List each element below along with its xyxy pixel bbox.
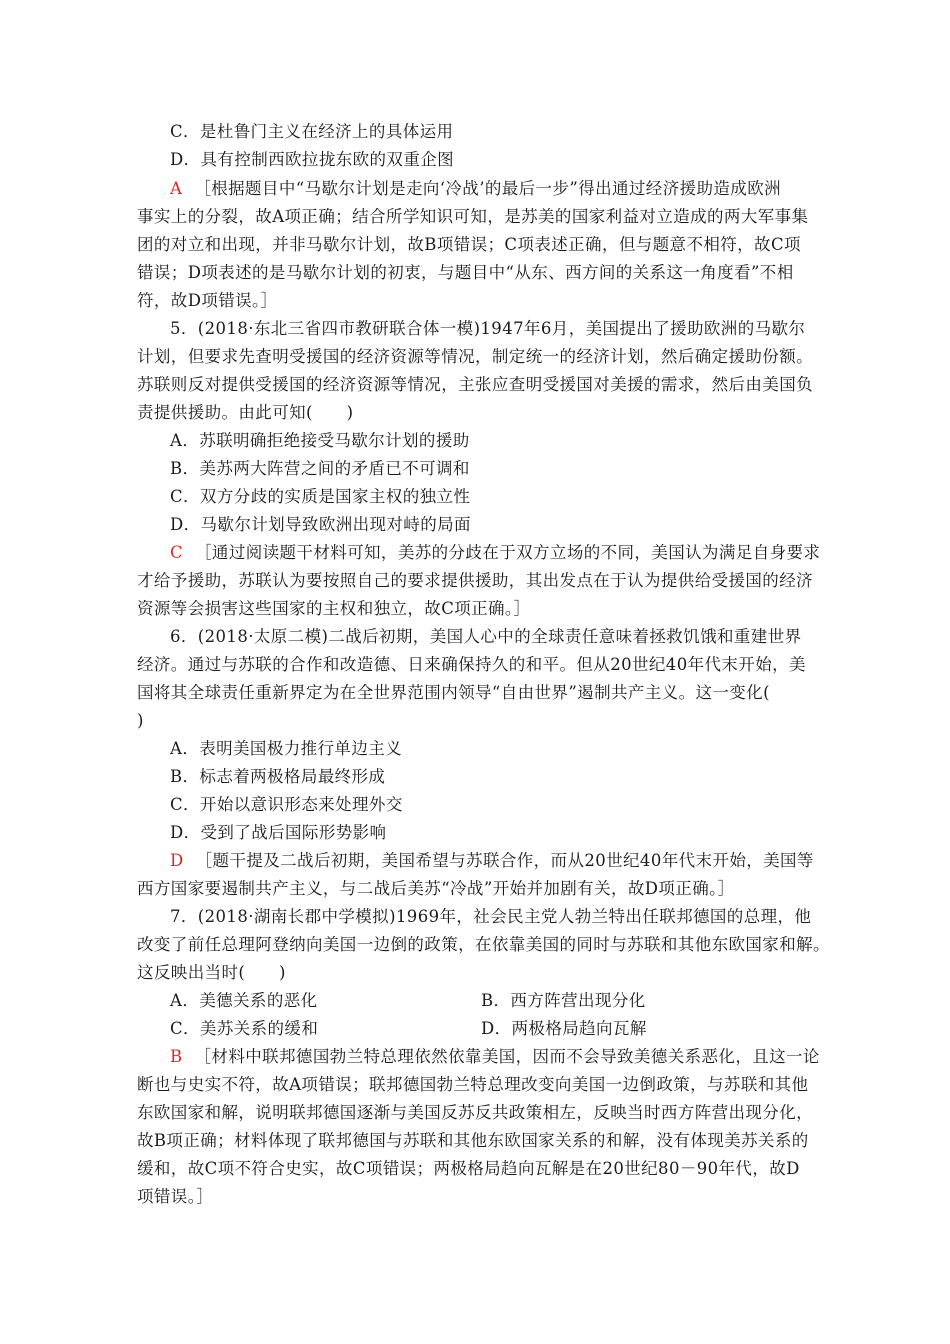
q5-option-a: A．苏联明确拒绝接受马歇尔计划的援助 xyxy=(170,431,470,450)
q6-explanation-line: 西方国家要遏制共产主义，与二战后美苏“冷战”开始并加剧有关，故D项正确。］ xyxy=(137,879,735,898)
q6-option-d: D．受到了战后国际形势影响 xyxy=(170,823,387,842)
q5-explanation-text: ［通过阅读题干材料可知，美苏的分歧在于双方立场的不同，美国认为满足自身要求 xyxy=(195,543,821,562)
q7-stem-line: 改变了前任总理阿登纳向美国一边倒的政策，在依靠美国的同时与苏联和其他东欧国家和解。 xyxy=(137,935,830,954)
q5-stem-line: 责提供援助。由此可知( ) xyxy=(137,403,354,422)
q4-explanation-line xyxy=(170,175,781,203)
q6-stem-line: 经济。通过与苏联的合作和改造德、日来确保持久的和平。但从20世纪40年代末开始，美 xyxy=(137,655,806,674)
q6-option-b: B．标志着两极格局最终形成 xyxy=(170,767,386,786)
q7-explanation-text: ［材料中联邦德国勃兰特总理依然依靠美国，因而不会导致美德关系恶化，且这一论 xyxy=(194,1047,820,1066)
q5-explanation-line: 资源等会损害这些国家的主权和独立，故C项正确。］ xyxy=(137,599,531,618)
q7-explanation-line: 项错误。］ xyxy=(137,1187,214,1206)
q7-stem-line: 7．(2018·湖南长郡中学模拟)1969年，社会民主党人勃兰特出任联邦德国的总理，他 xyxy=(170,907,812,926)
q4-answer: A xyxy=(170,179,183,198)
q4-explanation-line: 团的对立和出现，并非马歇尔计划，故B项错误；C项表述正确，但与题意不相符，故C项 xyxy=(137,235,801,254)
q7-stem-line: 这反映出当时( ) xyxy=(137,963,286,982)
q6-explanation-text: ［题干提及二战后初期，美国希望与苏联合作，而从20世纪40年代末开始，美国等 xyxy=(195,851,814,870)
q4-explanation-line: 符，故D项错误。］ xyxy=(137,291,278,310)
q7-explanation-line: 断也与史实不符，故A项错误；联邦德国勃兰特总理改变向美国一边倒政策，与苏联和其他 xyxy=(137,1075,809,1094)
q7-option-d: D．两极格局趋向瓦解 xyxy=(481,1019,647,1038)
q7-option-b: B．西方阵营出现分化 xyxy=(481,991,646,1010)
q7-option-c: C．美苏关系的缓和 xyxy=(170,1019,319,1038)
q6-option-a: A．表明美国极力推行单边主义 xyxy=(170,739,403,758)
q4-option-d: D．具有控制西欧拉拢东欧的双重企图 xyxy=(170,150,455,169)
q5-option-b: B．美苏两大阵营之间的矛盾已不可调和 xyxy=(170,459,470,478)
q5-stem-line: 5．(2018·东北三省四市教研联合体一模)1947年6月，美国提出了援助欧洲的马歇尔 xyxy=(170,319,806,338)
q7-answer: B xyxy=(170,1047,183,1066)
q5-stem-line: 计划，但要求先查明受援国的经济资源等情况，制定统一的经济计划，然后确定援助份额。 xyxy=(137,347,813,366)
q6-stem-line: 国将其全球责任重新界定为在全世界范围内领导“自由世界”遏制共产主义。这一变化( xyxy=(137,683,770,702)
q7-explanation-line: 缓和，故C项不符合史实，故C项错误；两极格局趋向瓦解是在20世纪80－90年代，故D xyxy=(137,1159,800,1178)
q7-explanation-line: 故B项正确；材料体现了联邦德国与苏联和其他东欧国家关系的和解，没有体现美苏关系的 xyxy=(137,1131,809,1150)
q4-explanation-text: ［根据题目中“马歇尔计划是走向‘冷战’的最后一步”得出通过经济援助造成欧洲 xyxy=(194,179,781,198)
q7-option-a: A．美德关系的恶化 xyxy=(170,991,318,1010)
q5-explanation-line: 才给予援助，苏联认为要按照自己的要求提供援助，其出发点在于认为提供给受援国的经济 xyxy=(137,571,813,590)
q6-stem-line: ) xyxy=(137,711,144,730)
q7-explanation-line: 东欧国家和解，说明联邦德国逐渐与美国反苏反共政策相左，反映当时西方阵营出现分化， xyxy=(137,1103,813,1122)
q5-option-c: C．双方分歧的实质是国家主权的独立性 xyxy=(170,487,471,506)
q4-explanation-line: 错误；D项表述的是马歇尔计划的初衷，与题目中“从东、西方间的关系这一角度看”不相 xyxy=(137,263,794,282)
q4-explanation-line: 事实上的分裂，故A项正确；结合所学知识可知，是苏美的国家利益对立造成的两大军事集 xyxy=(137,207,809,226)
q4-option-c: C．是杜鲁门主义在经济上的具体运用 xyxy=(170,122,454,141)
q6-stem-line: 6．(2018·太原二模)二战后初期，美国人心中的全球责任意味着拯救饥饿和重建世界 xyxy=(170,627,802,646)
q6-explanation-line xyxy=(170,847,814,875)
q7-explanation-line xyxy=(170,1043,820,1071)
q5-explanation-line xyxy=(170,539,820,567)
q5-option-d: D．马歇尔计划导致欧洲出现对峙的局面 xyxy=(170,515,471,534)
q6-answer: D xyxy=(170,851,184,870)
q6-option-c: C．开始以意识形态来处理外交 xyxy=(170,795,403,814)
q5-stem-line: 苏联则反对提供受援国的经济资源等情况，主张应查明受援国对美援的需求，然后由美国负 xyxy=(137,375,813,394)
q5-answer: C xyxy=(170,543,184,562)
